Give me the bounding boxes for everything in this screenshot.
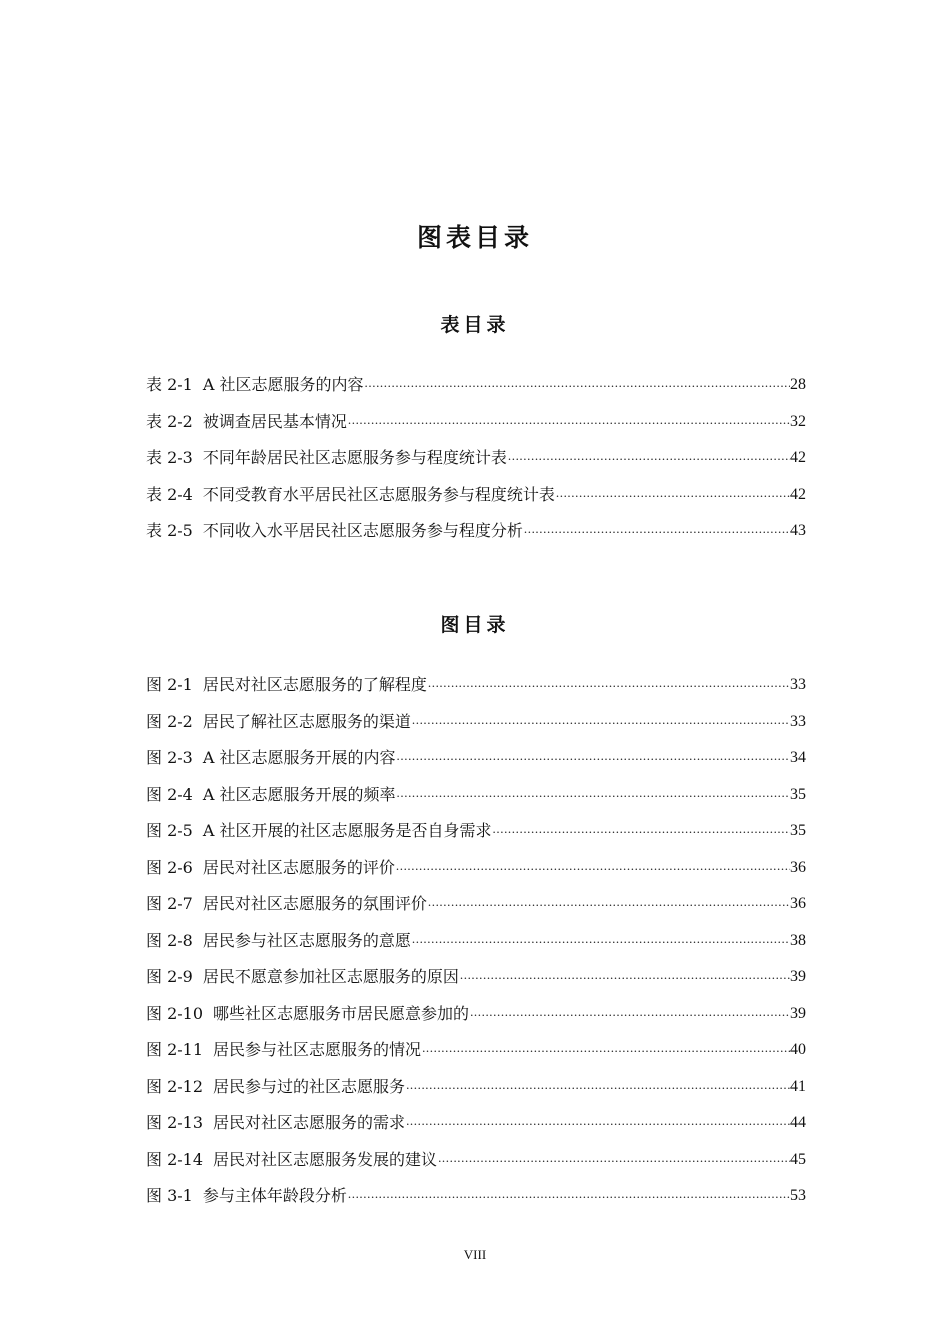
toc-entry[interactable] xyxy=(146,1142,806,1179)
toc-entry-number: 表 2-2 xyxy=(146,411,193,431)
toc-entry-page: 43 xyxy=(790,522,806,540)
toc-entry-page: 39 xyxy=(790,968,806,986)
toc-entry-page: 39 xyxy=(790,1004,806,1022)
toc-entry-page: 34 xyxy=(790,749,806,767)
toc-entry-label xyxy=(146,412,347,432)
dot-leader xyxy=(347,412,790,432)
toc-entry-number: 图 2-2 xyxy=(146,711,193,731)
toc-entry-title: A 社区开展的社区志愿服务是否自身需求 xyxy=(202,821,492,841)
dot-leader xyxy=(469,1004,790,1024)
toc-entry-number: 图 2-5 xyxy=(146,821,193,841)
toc-entry-title: 不同年龄居民社区志愿服务参与程度统计表 xyxy=(202,448,507,468)
toc-entry-number: 图 2-9 xyxy=(146,967,193,987)
toc-entry-page: 40 xyxy=(790,1041,806,1059)
figures-section-heading: 图目录 xyxy=(440,614,510,636)
toc-entry-label xyxy=(146,1077,405,1097)
tables-section-heading: 表目录 xyxy=(440,314,510,336)
toc-entry-number: 表 2-3 xyxy=(146,448,193,468)
dot-leader xyxy=(396,785,790,805)
toc-entry-page: 36 xyxy=(790,895,806,913)
toc-entry[interactable] xyxy=(146,367,806,404)
toc-entry-label xyxy=(146,1040,421,1060)
toc-entry-title: 居民了解社区志愿服务的渠道 xyxy=(202,711,411,731)
toc-entry[interactable] xyxy=(146,513,806,550)
toc-entry-page: 38 xyxy=(790,931,806,949)
toc-entry-page: 33 xyxy=(790,676,806,694)
toc-entry-title: 哪些社区志愿服务市居民愿意参加的 xyxy=(213,1003,470,1023)
dot-leader xyxy=(507,448,790,468)
toc-entry-number: 表 2-5 xyxy=(146,521,193,541)
toc-entry-label xyxy=(146,858,395,878)
dot-leader xyxy=(421,1040,790,1060)
toc-entry-label xyxy=(146,894,427,914)
toc-entry-label xyxy=(146,785,396,805)
toc-entry-title: 居民对社区志愿服务的了解程度 xyxy=(202,675,427,695)
toc-entry[interactable] xyxy=(146,704,806,741)
toc-entry-page: 42 xyxy=(790,485,806,503)
toc-entry-label xyxy=(146,931,411,951)
page-title: 图表目录 xyxy=(416,223,533,252)
toc-entry[interactable] xyxy=(146,404,806,441)
toc-entry[interactable] xyxy=(146,477,806,514)
toc-entry-number: 图 2-7 xyxy=(146,894,193,914)
toc-entry-number: 图 2-4 xyxy=(146,784,193,804)
toc-entry-number: 图 2-12 xyxy=(146,1076,204,1096)
toc-entry-title: A 社区志愿服务开展的频率 xyxy=(202,784,396,804)
toc-entry-page: 45 xyxy=(790,1150,806,1168)
toc-entry[interactable] xyxy=(146,1178,806,1215)
toc-entry-page: 28 xyxy=(790,376,806,394)
toc-entry-number: 图 2-8 xyxy=(146,930,193,950)
toc-entry-title: A 社区志愿服务的内容 xyxy=(202,375,364,395)
dot-leader xyxy=(396,748,790,768)
dot-leader xyxy=(459,967,790,987)
toc-entry[interactable] xyxy=(146,996,806,1033)
toc-entry-title: 居民对社区志愿服务的氛围评价 xyxy=(202,894,427,914)
toc-entry-title: 居民参与社区志愿服务的意愿 xyxy=(202,930,411,950)
toc-entry[interactable] xyxy=(146,1032,806,1069)
dot-leader xyxy=(411,712,790,732)
toc-entry-label xyxy=(146,1150,437,1170)
toc-entry-title: 居民对社区志愿服务发展的建议 xyxy=(213,1149,438,1169)
dot-leader xyxy=(347,1186,790,1206)
toc-entry-label xyxy=(146,485,555,505)
toc-entry-label xyxy=(146,375,364,395)
toc-entry-title: 居民参与社区志愿服务的情况 xyxy=(213,1040,422,1060)
toc-entry[interactable] xyxy=(146,740,806,777)
toc-entry-page: 41 xyxy=(790,1077,806,1095)
toc-entry-number: 图 2-6 xyxy=(146,857,193,877)
toc-entry-label xyxy=(146,967,459,987)
toc-entry-label xyxy=(146,748,396,768)
toc-entry-number: 图 2-14 xyxy=(146,1149,204,1169)
toc-entry-label xyxy=(146,712,411,732)
toc-entry[interactable] xyxy=(146,850,806,887)
toc-entry-page: 42 xyxy=(790,449,806,467)
toc-entry-number: 图 2-13 xyxy=(146,1113,204,1133)
toc-entry-page: 33 xyxy=(790,712,806,730)
toc-entry-number: 图 2-1 xyxy=(146,675,193,695)
toc-entry-page: 44 xyxy=(790,1114,806,1132)
toc-entry[interactable] xyxy=(146,440,806,477)
toc-entry-title: 不同收入水平居民社区志愿服务参与程度分析 xyxy=(202,521,523,541)
toc-entry[interactable] xyxy=(146,886,806,923)
toc-entry[interactable] xyxy=(146,923,806,960)
toc-entry-label xyxy=(146,1113,405,1133)
toc-entry-title: 参与主体年龄段分析 xyxy=(202,1186,347,1206)
dot-leader xyxy=(427,894,790,914)
toc-entry-title: 居民对社区志愿服务的需求 xyxy=(213,1113,406,1133)
toc-entry-page: 35 xyxy=(790,785,806,803)
dot-leader xyxy=(364,375,790,395)
dot-leader xyxy=(437,1150,790,1170)
toc-entry-number: 图 2-10 xyxy=(146,1003,204,1023)
toc-entry[interactable] xyxy=(146,1069,806,1106)
dot-leader xyxy=(405,1113,790,1133)
dot-leader xyxy=(411,931,790,951)
dot-leader xyxy=(492,821,790,841)
toc-entry-number: 图 2-11 xyxy=(146,1040,204,1060)
toc-entry[interactable] xyxy=(146,1105,806,1142)
toc-entry-title: 居民不愿意参加社区志愿服务的原因 xyxy=(202,967,459,987)
dot-leader xyxy=(395,858,790,878)
toc-entry-page: 35 xyxy=(790,822,806,840)
toc-entry[interactable] xyxy=(146,667,806,704)
toc-entry-label xyxy=(146,821,492,841)
toc-entry-page: 32 xyxy=(790,412,806,430)
dot-leader xyxy=(523,521,790,541)
toc-entry-label xyxy=(146,448,507,468)
toc-entry-title: 居民对社区志愿服务的评价 xyxy=(202,857,395,877)
toc-entry-title: A 社区志愿服务开展的内容 xyxy=(202,748,396,768)
dot-leader xyxy=(555,485,790,505)
toc-entry-label xyxy=(146,521,523,541)
toc-entry-number: 图 2-3 xyxy=(146,748,193,768)
toc-entry-title: 被调查居民基本情况 xyxy=(202,411,347,431)
toc-entry[interactable] xyxy=(146,777,806,814)
toc-entry[interactable] xyxy=(146,959,806,996)
toc-entry[interactable] xyxy=(146,813,806,850)
dot-leader xyxy=(405,1077,790,1097)
figures-toc-list xyxy=(146,667,806,1215)
toc-entry-page: 36 xyxy=(790,858,806,876)
toc-entry-number: 表 2-4 xyxy=(146,484,193,504)
tables-toc-list xyxy=(146,367,806,550)
toc-entry-label xyxy=(146,675,427,695)
toc-entry-label xyxy=(146,1004,469,1024)
page-number: VIII xyxy=(463,1247,487,1262)
dot-leader xyxy=(427,675,790,695)
toc-entry-label xyxy=(146,1186,347,1206)
toc-entry-title: 不同受教育水平居民社区志愿服务参与程度统计表 xyxy=(202,484,555,504)
toc-entry-title: 居民参与过的社区志愿服务 xyxy=(213,1076,406,1096)
toc-entry-number: 图 3-1 xyxy=(146,1186,193,1206)
toc-entry-page: 53 xyxy=(790,1187,806,1205)
toc-entry-number: 表 2-1 xyxy=(146,375,193,395)
